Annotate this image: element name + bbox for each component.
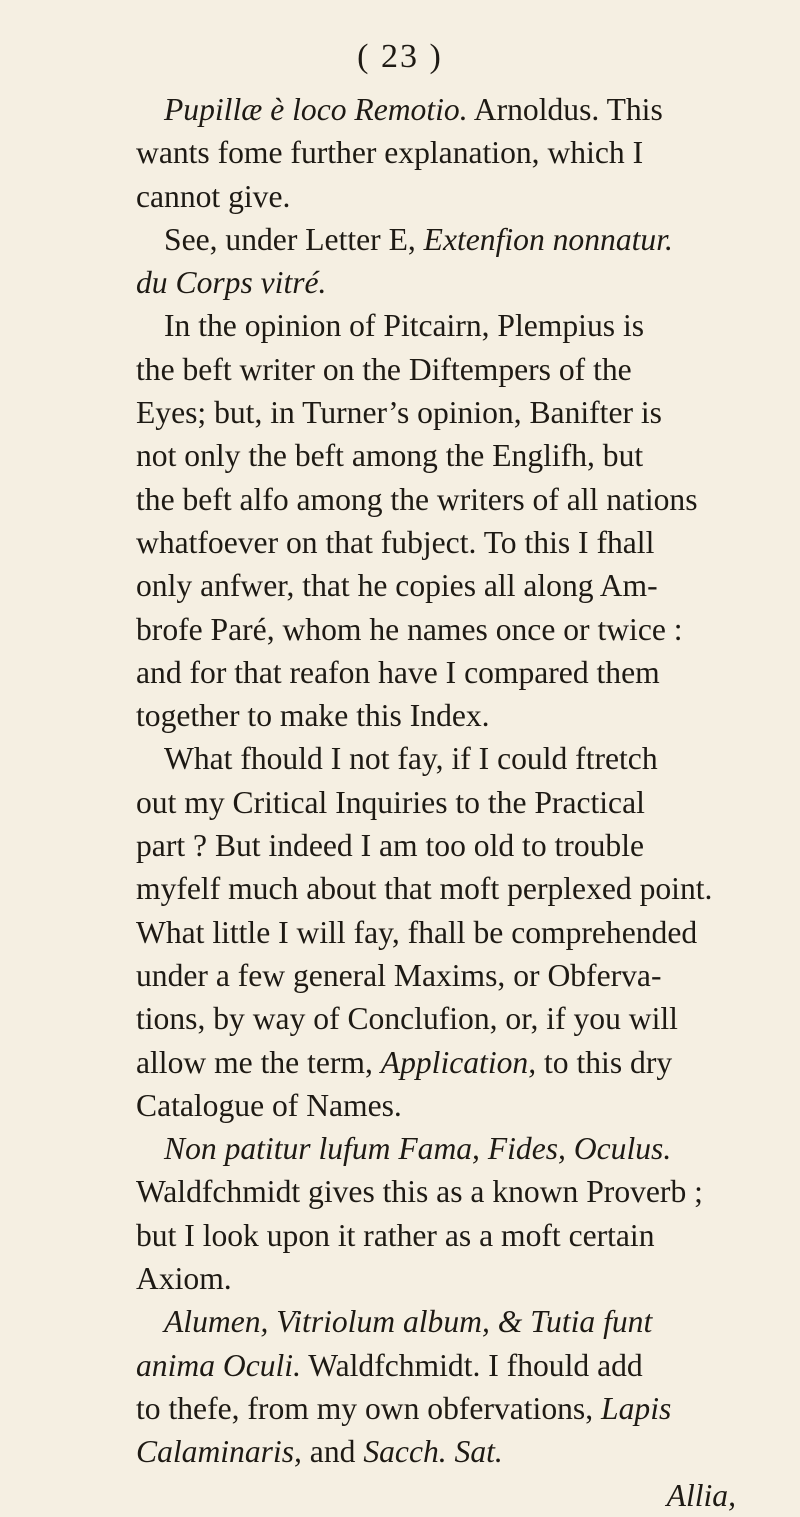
- catchword: [136, 1474, 736, 1517]
- text-line: [136, 737, 736, 780]
- text-run: brofe Paré, whom he names once or twice :: [136, 611, 683, 647]
- text-line: [136, 175, 736, 218]
- text-run: Catalogue of Names.: [136, 1087, 402, 1123]
- italic-text: Lapis: [601, 1390, 672, 1426]
- text-line: [136, 867, 736, 910]
- text-line: [136, 911, 736, 954]
- text-run: and for that reafon have I compared them: [136, 654, 660, 690]
- italic-text: Pupillæ è loco Remotio.: [164, 92, 468, 127]
- text-line: [136, 1300, 736, 1343]
- text-run: and: [301, 1434, 364, 1470]
- paragraph: [136, 218, 736, 305]
- text-line: [136, 694, 736, 737]
- text-run: the beft writer on the Diftempers of the: [136, 351, 632, 387]
- text-run: to thefe, from my own obfervations,: [136, 1390, 602, 1426]
- text-line: [136, 88, 736, 131]
- text-run: Arnoldus. This: [467, 92, 663, 127]
- text-line: [136, 781, 736, 824]
- text-line: [136, 1170, 736, 1213]
- text-run: whatfoever on that fubject. To this I fhall: [136, 524, 655, 560]
- text-line: [136, 651, 736, 694]
- text-line: [136, 348, 736, 391]
- text-run: What little I will fay, fhall be comprehended: [136, 914, 698, 950]
- italic-text: Alumen, Vitriolum album, & Tutia funt: [164, 1304, 653, 1340]
- text-run: together to make this Index.: [136, 698, 490, 734]
- text-line: [136, 997, 736, 1040]
- text-run: cannot give.: [136, 178, 291, 214]
- text-line: [136, 1214, 736, 1257]
- italic-text: anima Oculi.: [136, 1347, 301, 1383]
- paragraph: [136, 304, 736, 737]
- text-line: [136, 1387, 736, 1430]
- text-run: to this dry: [536, 1044, 673, 1080]
- text-run: Waldfchmidt gives this as a known Proverb ;: [136, 1174, 703, 1210]
- text-line: [136, 218, 736, 261]
- paragraph: [136, 1127, 736, 1300]
- italic-text: Calaminaris,: [136, 1434, 302, 1470]
- page-number: ( 23 ): [357, 38, 443, 75]
- text-line: [136, 1084, 736, 1127]
- text-line: [136, 304, 736, 347]
- text-line: [136, 954, 736, 997]
- text-line: [136, 261, 736, 304]
- text-line: [136, 608, 736, 651]
- text-run: What fhould I not fay, if I could ftretch: [164, 741, 658, 777]
- text-line: [136, 521, 736, 564]
- italic-text: Application,: [380, 1044, 537, 1080]
- italic-text: du Corps vitré.: [136, 265, 327, 301]
- text-run: the beft alfo among the writers of all nations: [136, 481, 698, 517]
- text-run: only anfwer, that he copies all along Am-: [136, 568, 658, 604]
- text-run: See, under Letter E,: [164, 221, 424, 257]
- text-line: [136, 1257, 736, 1300]
- text-run: myfelf much about that moft perplexed point.: [136, 871, 713, 907]
- italic-text: Sacch. Sat.: [363, 1434, 503, 1470]
- text-line: [136, 478, 736, 521]
- body-text: [136, 88, 736, 1517]
- text-line: [136, 1344, 736, 1387]
- italic-text: Extenfion nonnatur.: [423, 221, 673, 257]
- text-run: Eyes; but, in Turner’s opinion, Banifter is: [136, 395, 662, 431]
- text-run: wants fome further explanation, which I: [136, 135, 644, 171]
- text-line: [136, 1041, 736, 1084]
- text-run: allow me the term,: [136, 1044, 381, 1080]
- text-line: [136, 434, 736, 477]
- text-line: [136, 1430, 736, 1473]
- text-run: but I look upon it rather as a moft certain: [136, 1217, 655, 1253]
- paragraph: [136, 737, 736, 1127]
- catchword-text: Allia,: [666, 1477, 736, 1513]
- paragraph: [136, 1300, 736, 1473]
- text-run: part ? But indeed I am too old to trouble: [136, 828, 645, 864]
- paragraph: [136, 88, 736, 218]
- text-line: [136, 391, 736, 434]
- text-run: under a few general Maxims, or Obferva-: [136, 957, 662, 993]
- text-run: tions, by way of Conclufion, or, if you will: [136, 1001, 678, 1037]
- text-line: [136, 1127, 736, 1170]
- text-run: Axiom.: [136, 1261, 232, 1297]
- text-run: not only the beft among the Englifh, but: [136, 438, 644, 474]
- text-run: In the opinion of Pitcairn, Plempius is: [164, 308, 645, 344]
- text-run: Waldfchmidt. I fhould add: [300, 1347, 643, 1383]
- italic-text: Non patitur lufum Fama, Fides, Oculus.: [164, 1131, 672, 1167]
- text-run: out my Critical Inquiries to the Practical: [136, 784, 645, 820]
- text-line: [136, 824, 736, 867]
- text-line: [136, 564, 736, 607]
- text-line: [136, 131, 736, 174]
